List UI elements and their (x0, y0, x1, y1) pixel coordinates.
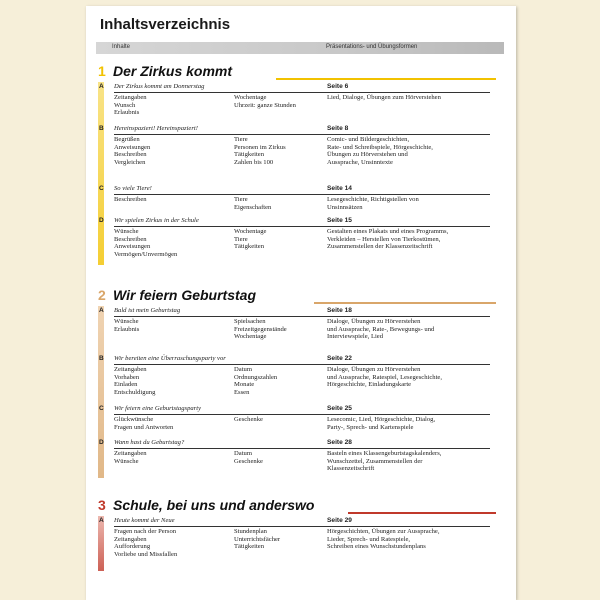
section-rule (114, 448, 490, 449)
page-reference: Seite 25 (327, 405, 352, 412)
section-col3 (327, 318, 434, 341)
content-line: Tätigkeiten (234, 543, 265, 550)
section-title: Der Zirkus kommt am Donnerstag (114, 83, 205, 90)
column-header-bar (96, 42, 504, 54)
page-reference: Seite 29 (327, 517, 352, 524)
chapter-number: 3 (98, 497, 106, 513)
content-line: und Aussprache, Ratespiel, Lesegeschichte, (327, 373, 442, 381)
content-line: Vermögen/Unvermögen (114, 250, 178, 258)
content-line: Wochentage (234, 333, 267, 340)
section-rule (114, 364, 490, 365)
chapter-number: 2 (98, 287, 106, 303)
content-line: Tiere (234, 235, 248, 243)
section-letter: D (99, 439, 104, 446)
section-rule (114, 414, 490, 415)
content-line: Zeitangaben (114, 366, 147, 373)
section-col1 (114, 366, 155, 396)
page-title: Inhaltsverzeichnis (100, 16, 231, 33)
page-reference: Seite 22 (327, 355, 352, 362)
content-line: Beschreiben (114, 151, 147, 158)
section-col3 (327, 196, 419, 211)
section-rule (114, 134, 490, 135)
chapter-color-stripe (98, 516, 104, 571)
section-rule (114, 226, 490, 227)
content-line: Vergleichen (114, 158, 146, 166)
section-letter: D (99, 217, 104, 224)
header-inhalte: Inhalte (112, 44, 131, 50)
section-col2 (234, 366, 277, 396)
section-title: Bald ist mein Geburtstag (114, 307, 181, 314)
section-col3 (327, 366, 442, 389)
content-line: Eigenschaften (234, 203, 272, 211)
section-col3 (327, 450, 441, 473)
content-line: Dialoge, Übungen zu Hörverstehen (327, 366, 421, 373)
content-line: Vorliebe und Missfallen (114, 550, 178, 558)
content-line: Tätigkeiten (234, 151, 265, 158)
content-line: Gestalten eines Plakats und eines Programms, (327, 228, 449, 235)
section-col3 (327, 94, 441, 102)
content-line: Wünsche (114, 228, 139, 235)
content-line: Verkleiden – Herstellen von Tierkostümen, (327, 235, 441, 243)
content-line: Party-, Sprech- und Kartenspiele (327, 423, 414, 431)
section-col1 (114, 416, 173, 431)
section-col3 (327, 228, 448, 251)
section-title: Hereinspaziert! Hereinspaziert! (114, 125, 198, 132)
section-letter: C (99, 185, 104, 192)
page-reference: Seite 18 (327, 307, 352, 314)
content-line: Wünsche (114, 457, 139, 465)
section-col1 (114, 318, 139, 333)
content-line: Zusammenstellen der Klassenzeitschrift (327, 243, 433, 250)
chapter-divider (314, 302, 496, 304)
section-col1 (114, 450, 147, 465)
content-line: Geschenke (234, 457, 263, 465)
section-title: Heute kommt der Neue (114, 517, 175, 524)
section-col3 (327, 528, 440, 551)
section-col1 (114, 136, 150, 166)
content-line: und Aussprache, Rate-, Bewegungs- und (327, 325, 435, 333)
section-title: Wir spielen Zirkus in der Schule (114, 217, 199, 224)
content-line: Tiere (234, 196, 248, 203)
section-rule (114, 316, 490, 317)
header-formen: Präsentations- und Übungsformen (326, 44, 418, 50)
page-reference: Seite 15 (327, 217, 352, 224)
section-col2 (234, 318, 287, 341)
section-col2 (234, 228, 266, 251)
content-line: Comic- und Bildergeschichten, (327, 136, 410, 143)
section-letter: B (99, 125, 104, 132)
content-line: Lieder, Sprech- und Ratespiele, (327, 535, 411, 543)
page-reference: Seite 28 (327, 439, 352, 446)
page-reference: Seite 6 (327, 83, 349, 90)
section-letter: B (99, 355, 104, 362)
content-line: Monate (234, 381, 255, 388)
content-line: Beschreiben (114, 235, 147, 243)
content-line: Tätigkeiten (234, 243, 265, 250)
content-line: Wünsche (114, 318, 139, 325)
section-rule (114, 526, 490, 527)
content-line: Wunsch (114, 101, 136, 109)
section-col1 (114, 94, 147, 117)
content-line: Erlaubnis (114, 325, 140, 333)
content-line: Wochentage (234, 94, 267, 101)
content-line: Geschenke (234, 416, 263, 423)
section-col2 (234, 136, 286, 166)
document-page (86, 6, 516, 600)
section-col2 (234, 196, 271, 211)
content-line: Entschuldigung (114, 388, 156, 396)
section-title: Wir bereiten eine Überraschungsparty vor (114, 355, 226, 362)
content-line: Fragen und Antworten (114, 423, 174, 431)
content-line: Spielsachen (234, 318, 266, 325)
chapter-divider (276, 78, 496, 80)
content-line: Glückwünsche (114, 416, 154, 423)
chapter-title: Schule, bei uns und anderswo (113, 497, 315, 513)
section-letter: A (99, 517, 104, 524)
chapter-divider (348, 512, 496, 514)
section-col3 (327, 416, 435, 431)
section-col2 (234, 94, 296, 109)
section-title: Wir feiern eine Geburtstagsparty (114, 405, 201, 412)
content-line: Stundenplan (234, 528, 267, 535)
page-reference: Seite 14 (327, 185, 352, 192)
chapter-title: Wir feiern Geburtstag (113, 287, 257, 303)
content-line: Anweisungen (114, 143, 151, 151)
section-title: Wann hast du Geburtstag? (114, 439, 185, 446)
content-line: Datum (234, 450, 252, 457)
content-line: Essen (234, 388, 250, 396)
content-line: Anweisungen (114, 243, 151, 250)
content-line: Lesecomic, Lied, Hörgeschichte, Dialog, (327, 416, 436, 423)
content-line: Uhrzeit: ganze Stunden (234, 101, 296, 109)
content-line: Hörgeschichten, Übungen zur Aussprache, (327, 528, 440, 535)
section-rule (114, 194, 490, 195)
content-line: Ordnungszahlen (234, 373, 278, 381)
section-letter: C (99, 405, 104, 412)
section-col2 (234, 450, 263, 465)
content-line: Schreiben eines Wunschstundenplans (327, 543, 426, 550)
content-line: Zeitangaben (114, 94, 147, 101)
content-line: Zeitangaben (114, 535, 147, 543)
chapter-number: 1 (98, 63, 106, 79)
content-line: Vorhaben (114, 373, 140, 381)
content-line: Unsinnsätzen (327, 203, 363, 211)
section-col1 (114, 528, 177, 558)
chapter-color-stripe (98, 82, 104, 265)
section-title: So viele Tiere! (114, 185, 152, 192)
content-line: Beschreiben (114, 196, 147, 203)
content-line: Wunschzettel, Zusammenstellen der (327, 457, 423, 465)
content-line: Tiere (234, 136, 248, 143)
section-col2 (234, 416, 263, 424)
content-line: Lesegeschichte, Richtigstellen von (327, 196, 419, 203)
section-letter: A (99, 307, 104, 314)
content-line: Personen im Zirkus (234, 143, 286, 151)
content-line: Begrüßen (114, 136, 140, 143)
content-line: Einladen (114, 381, 138, 388)
content-line: Übungen zu Hörverstehen und (327, 151, 408, 158)
section-letter: A (99, 83, 104, 90)
content-line: Lied, Dialoge, Übungen zum Hörverstehen (327, 94, 441, 101)
section-col3 (327, 136, 433, 166)
chapter-title: Der Zirkus kommt (113, 63, 233, 79)
content-line: Datum (234, 366, 252, 373)
content-line: Zahlen bis 100 (234, 158, 274, 166)
content-line: Erlaubnis (114, 109, 140, 116)
content-line: Unterrichtsfächer (234, 535, 281, 543)
content-line: Hörgeschichte, Einladungskarte (327, 381, 412, 388)
content-line: Interviewspiele, Lied (327, 333, 384, 340)
section-rule (114, 92, 490, 93)
content-line: Wochentage (234, 228, 267, 235)
content-line: Zeitangaben (114, 450, 147, 457)
content-line: Klassenzeitschrift (327, 465, 375, 472)
chapter-color-stripe (98, 306, 104, 478)
content-line: Freizeitgegenstände (234, 325, 287, 333)
page-reference: Seite 8 (327, 125, 349, 132)
content-line: Rate- und Schreibspiele, Hörgeschichte, (327, 143, 433, 151)
content-line: Basteln eines Klassengeburtstagskalenders, (327, 450, 442, 457)
section-col1 (114, 228, 177, 258)
section-col1 (114, 196, 147, 204)
content-line: Aufforderung (114, 543, 151, 550)
content-line: Aussprache, Unsinntexte (327, 158, 393, 166)
content-line: Fragen nach der Person (114, 528, 177, 535)
content-line: Dialoge, Übungen zu Hörverstehen (327, 318, 421, 325)
section-col2 (234, 528, 280, 551)
